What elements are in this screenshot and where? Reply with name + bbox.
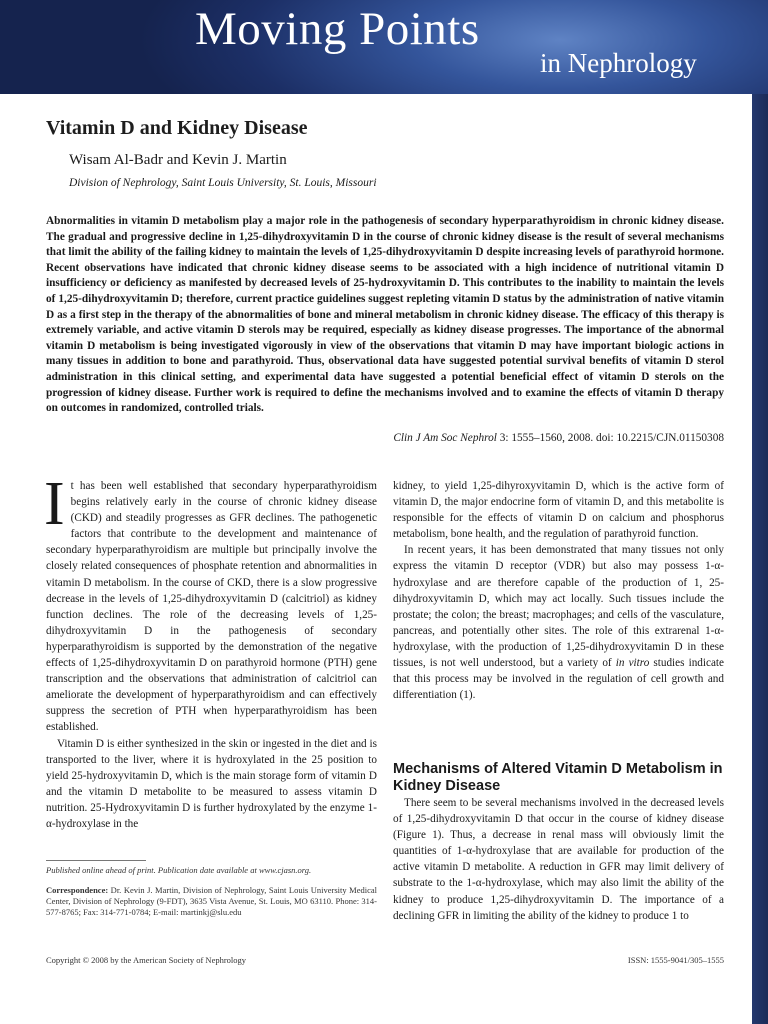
- body-column-right: [393, 478, 724, 703]
- footnote-divider: [46, 860, 146, 861]
- citation-journal: Clin J Am Soc Nephrol: [393, 432, 497, 444]
- correspondence-label: Correspondence:: [46, 885, 109, 895]
- footnote-correspondence: [46, 885, 377, 919]
- banner-title: Moving Points: [195, 3, 480, 55]
- body-paragraph: Vitamin D is either synthesized in the skin or ingested in the diet and is transported to the liver, where it is hydroxylated in the 25 position to yield 25-hydroxyvitamin D, which is the main storage form of vitamin D and the vitamin D metabolite to be measured to assess vitamin D nutrition. 25-Hydroxyvitamin D is further hydroxylated by the enzyme 1-α-hydroxylase in the: [46, 737, 377, 830]
- footnote-published: Published online ahead of print. Publication date available at www.cjasn.org.: [46, 865, 312, 875]
- footer-copyright: Copyright © 2008 by the American Society of Nephrology: [46, 955, 247, 965]
- banner-subtitle: in Nephrology: [540, 48, 697, 78]
- body-paragraph: [44, 470, 377, 736]
- paragraph-text: t has been well established that secondary hyperparathyroidism begins relatively early in the course of chronic kidney disease (CKD) and steadily progresses as GFR declines. The pathogenetic factors that contribute to the development and maintenance of secondary hyperparathyroidism are multiple but principally involve the closely related consequences of phosphate retention and abnormalities in vitamin D metabolism. In the course of CKD, there is a slow progressive decrease in the levels of 1,25-dihydroxyvitamin D (calcitriol) as kidney function declines. The role of the decreasing levels of 1,25-dihydroxyvitamin D in the pathogenesis of secondary hyperparathyroidism is supported by the demonstration of the negative effects of 1,25-dihydroxyvitamin D on parathyroid hormone (PTH) gene transcription and the observations that administration of calcitriol can ameliorate the development of hyperparathyroidism and can effectively suppress the secretion of PTH when hyperparathyroidism has been established.: [46, 480, 377, 734]
- body-column-right-section: [393, 795, 724, 924]
- page-edge-bar: [752, 94, 768, 1024]
- article-abstract: Abnormalities in vitamin D metabolism play a major role in the pathogenesis of secondary hyperparathyroidism in chronic kidney disease. The gradual and progressive decline in 1,25-dihydroxyvitamin D in the course of chronic kidney disease is the result of several mechanisms that limit the ability of the failing kidney to maintain the levels of 1,25-dihydroxyvitamin D despite increasing levels of parathyroid hormone. Recent observations have indicated that chronic kidney disease seems to be associated with a high incidence of nutritional vitamin D insufficiency or deficiency as manifested by decreased levels of 25-hydroxyvitamin D. This contributes to the inability to maintain the levels of 1,25-dihydroxyvitamin D; therefore, current practice guidelines suggest repleting vitamin D status by the administration of native vitamin D as a first step in the therapy of the abnormalities of bone and mineral metabolism in chronic kidney disease. The efficacy of this therapy is extremely variable, and active vitamin D sterols may be required, especially as kidney disease progresses. The importance of the abnormal vitamin D metabolism is being investigated vigorously in view of the observations that vitamin D may have important biologic actions in many tissues in addition to bone and parathyroid. Thus, observational data have suggested potential survival benefits of vitamin D sterol administration in this clinical setting, and experimental data have suggested a potential beneficial effect of vitamin D sterols on the progression of kidney disease. Further work is required to define the mechanisms involved and to examine the effects of vitamin D therapy on outcomes in randomized, controlled trials.: [46, 215, 724, 415]
- footer-issn: ISSN: 1555-9041/305–1555: [627, 955, 724, 965]
- body-paragraph: kidney, to yield 1,25-dihyroxyvitamin D, which is the active form of vitamin D, the major endocrine form of vitamin D, and this metabolite is responsible for the effects of vitamin D on calcium and phosphorus metabolism, bone health, and the regulation of parathyroid function.: [393, 480, 724, 541]
- paragraph-text: studies indicate that this process may be involved in the regulation of cell growth and differentiation (1).: [393, 657, 724, 702]
- paragraph-text: In recent years, it has been demonstrated that many tissues not only express the vitamin D receptor (VDR) but also may possess 1-α-hydroxylase and are therefore capable of the production of 1, 25-dihydroxyvitamin D, which may act locally. Such tissues include the prostate; the colon; the breast; macrophages; and cells of the vasculature, pancreas, and potentially other sites. The role of this extrarenal 1-α-hydroxylase, with the production of 1,25-dihydroxyvitamin D in these tissues, is not well understood, but a variety of: [393, 544, 724, 670]
- journal-banner: [0, 0, 768, 94]
- paragraph-italic: in vitro: [615, 657, 650, 670]
- article-authors: Wisam Al-Badr and Kevin J. Martin: [69, 152, 287, 168]
- body-column-left: [44, 470, 377, 832]
- body-paragraph: [393, 542, 724, 703]
- section-heading: Mechanisms of Altered Vitamin D Metabolism in Kidney Disease: [393, 761, 723, 794]
- drop-cap: I: [44, 470, 65, 538]
- article-affiliation: Division of Nephrology, Saint Louis University, St. Louis, Missouri: [69, 177, 377, 189]
- citation-details: 3: 1555–1560, 2008. doi: 10.2215/CJN.01150308: [496, 432, 724, 444]
- body-paragraph: There seem to be several mechanisms involved in the decreased levels of 1,25-dihydroxyvitamin D that occur in the course of kidney disease (Figure 1). Thus, a decrease in renal mass will obviously limit the quantities of 1-α-hydroxylase that are available for production of the active vitamin D metabolite. A reduction in GFR may limit delivery of substrate to the 1-α-hydroxylase, which may also limit the ability of the kidney to produce 1,25-dihydroxyvitamin D. The importance of a declining GFR in limiting the ability of the kidney to produce 1 to: [393, 797, 724, 922]
- correspondence-text: Dr. Kevin J. Martin, Division of Nephrology, Saint Louis University Medical Center, Division of Nephrology (9-FDT), 3635 Vista Avenue, St. Louis, MO 63110. Phone: 314-577-8765; Fax: 314-771-0784; E-mail: martinkj@slu.edu: [46, 885, 377, 918]
- article-citation: [393, 432, 724, 444]
- article-title: Vitamin D and Kidney Disease: [46, 117, 308, 139]
